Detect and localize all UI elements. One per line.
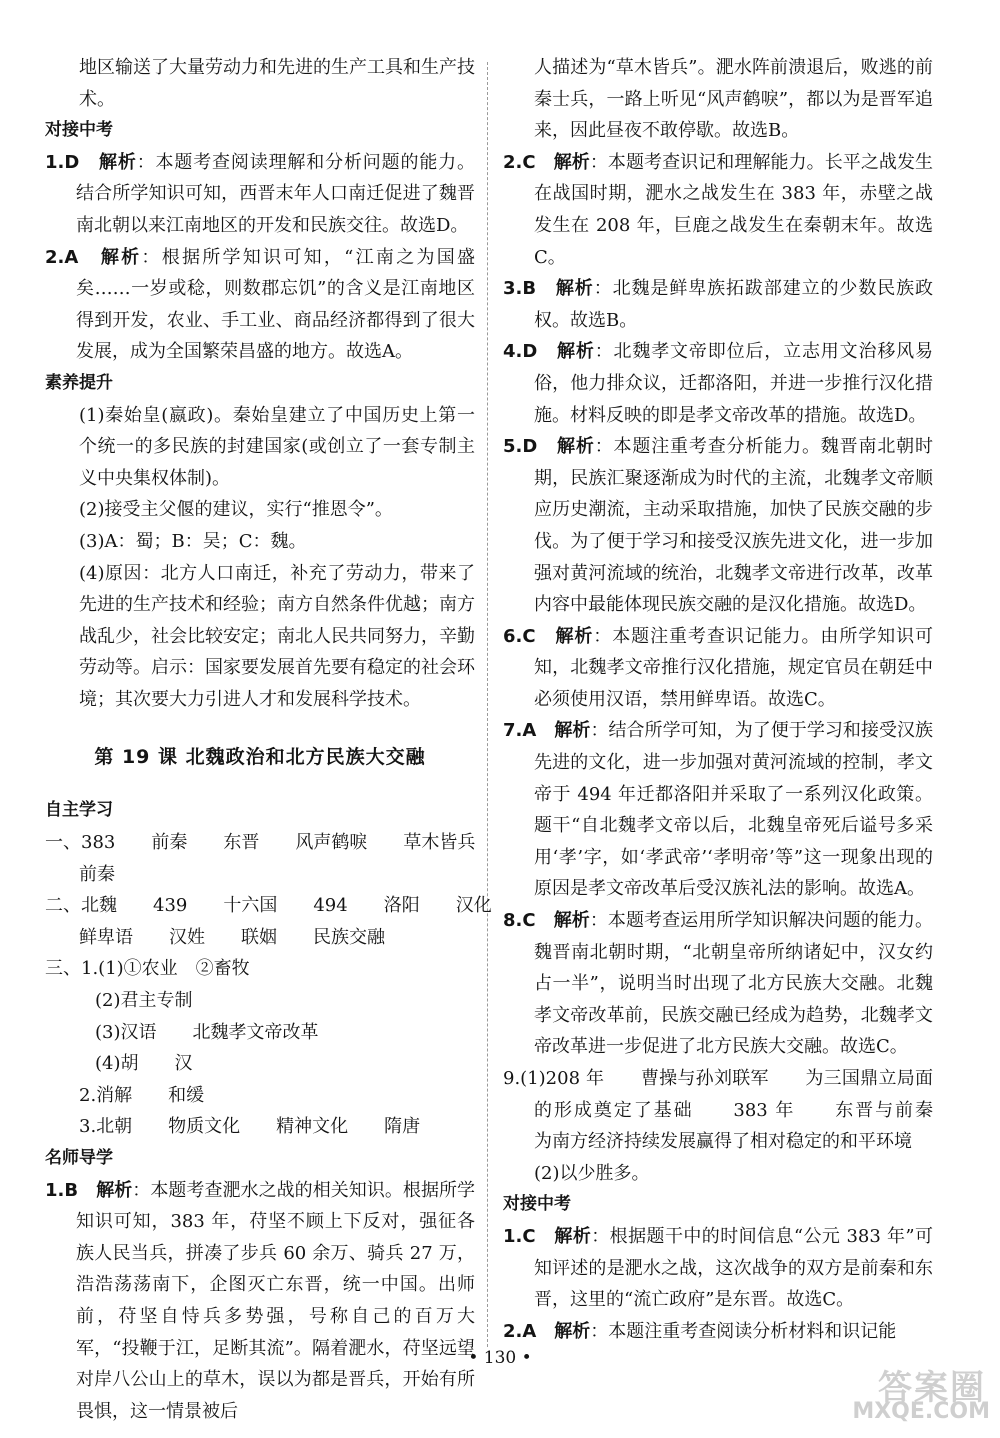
section-title-duijie: 对接中考: [45, 120, 113, 141]
analysis-label: 解析: [553, 910, 590, 932]
section-title-duijie-right: 对接中考: [503, 1194, 571, 1215]
answer-number: 5.D: [503, 436, 538, 458]
analysis-label: 解析: [553, 151, 590, 173]
answer-number: 1.C: [503, 1225, 536, 1247]
answer-number: 1.D: [45, 151, 80, 173]
self-study-row: (4)胡 汉: [95, 1053, 193, 1075]
answer-text: (2)接受主父偃的建议，实行“推恩令”。: [79, 499, 393, 521]
analysis-label: 解析: [557, 341, 595, 363]
answer-item: [503, 147, 933, 273]
left-column: [45, 52, 492, 1427]
answer-text: ：本题考查运用所学知识解决问题的能力。魏晋南北朝时期，“北朝皇帝所纳诸妃中，汉女约占一半”，说明当时出现了北方民族大交融。北魏孝文帝改革前，民族交融已经成为趋势，北魏孝文帝改革进一步促进了北方民族大交融。故选C。: [534, 910, 934, 1058]
answer-number: 2.A: [503, 1320, 537, 1342]
answer-text: ：本题注重考查识记能力。由所学知识可知，北魏孝文帝推行汉化措施，规定官员在朝廷中必须使用汉语，禁用鲜卑语。故选C。: [534, 625, 934, 710]
self-study-row: (2)君主专制: [95, 990, 193, 1012]
answer-text: ：北魏是鲜卑族拓跋部建立的少数民族政权。故选B。: [534, 278, 934, 331]
answer-number: 7.A: [503, 720, 537, 742]
analysis-label: 解析: [96, 1179, 133, 1201]
self-study-row: (3)汉语 北魏孝文帝改革: [95, 1021, 319, 1043]
answer-number: 4.D: [503, 341, 538, 363]
answer-text: ：北魏孝文帝即位后，立志用文治移风易俗，他力排众议，迁都洛阳，并进一步推行汉化措施。材料反映的即是孝文帝改革的措施。故选D。: [534, 341, 934, 426]
analysis-label: 解析: [555, 625, 594, 647]
analysis-label: 解析: [99, 151, 137, 173]
self-study-row: 3.北朝 物质文化 精神文化 隋唐: [79, 1116, 421, 1138]
answer-number: 3.B: [503, 278, 537, 300]
watermark-text-cn: 答案圈: [878, 1368, 986, 1408]
analysis-label: 解析: [554, 1225, 592, 1247]
self-study-row: 二、北魏 439 十六国 494 洛阳 汉化: [45, 895, 492, 917]
answer-text: (4)原因：北方人口南迁，补充了劳动力，带来了先进的生产技术和经验；南方自然条件优越；南方战乱少，社会比较安定；南北人民共同努力，辛勤劳动等。启示：国家要发展首先要有稳定的社会环境；其次要大力引进人才和发展科学技术。: [79, 562, 475, 710]
answer-item: [45, 1175, 475, 1428]
answer-text: ：根据所学知识可知，“江南之为国盛矣……一岁或稔，则数郡忘饥”的含义是江南地区得到开发，农业、手工业、商品经济都得到了很大发展，成为全国繁荣昌盛的地方。故选A。: [76, 246, 476, 363]
answer-number: 2.A: [45, 246, 79, 268]
lesson-title: 第 19 课 北魏政治和北方民族大交融: [94, 746, 426, 769]
intro-text: 地区输送了大量劳动力和先进的生产工具和生产技术。: [79, 57, 475, 110]
self-study-row: 2.消解 和缓: [79, 1084, 205, 1106]
section-title-mingshi: 名师导学: [45, 1148, 113, 1168]
self-study-row: 前秦: [79, 863, 115, 885]
answer-item: [503, 715, 933, 905]
answer-item: [503, 1316, 933, 1348]
answer-text: ：根据题干中的时间信息“公元 383 年”可知评述的是淝水之战，这次战争的双方是前秦和东晋，这里的“流亡政府”是东晋。故选C。: [534, 1225, 934, 1311]
self-study-row: 一、383 前秦 东晋 风声鹤唳 草木皆兵: [45, 832, 476, 854]
section-title-zizhu: 自主学习: [45, 800, 113, 821]
answer-text: (3)A：蜀；B：吴；C：魏。: [79, 530, 307, 552]
answer-text: ：本题考查识记和理解能力。长平之战发生在战国时期，淝水之战发生在 383 年，赤壁之战发生在 208 年，巨鹿之战发生在秦朝末年。故选C。: [534, 151, 934, 268]
analysis-label: 解析: [557, 436, 595, 458]
analysis-label: 解析: [100, 246, 142, 268]
answer-item: [503, 431, 933, 621]
watermark-text-en: MXQE.COM: [852, 1399, 990, 1424]
answer-item: [503, 336, 933, 431]
answer-item-9-part1: 9.(1)208 年 曹操与孙刘联军 为三国鼎立局面的形成奠定了基础 383 年 东晋与前秦 为南方经济持续发展赢得了相对稳定的和平环境: [503, 1068, 969, 1153]
self-study-row: 三、1.(1)①农业 ②畜牧: [45, 958, 250, 980]
answer-number: 8.C: [503, 910, 536, 932]
answer-item: [45, 242, 475, 368]
answer-item: [503, 905, 933, 1063]
answer-item: [503, 621, 933, 716]
analysis-label: 解析: [554, 1320, 591, 1342]
answer-item: [45, 147, 475, 242]
answer-text: ：本题考查阅读理解和分析问题的能力。结合所学知识可知，西晋末年人口南迁促进了魏晋南北朝以来江南地区的开发和民族交往。故选D。: [76, 151, 476, 236]
answer-item: [503, 1221, 933, 1316]
section-title-suyang: 素养提升: [45, 372, 113, 393]
answer-text: ：结合所学可知，为了便于学习和接受汉族先进的文化，进一步加强对黄河流域的控制，孝文帝于 494 年迁都洛阳并采取了一系列汉化政策。题干“自北魏孝文帝以后，北魏皇帝死后谥号多采用‘孝’字，如‘孝武帝’‘孝明帝’等”这一现象出现的原因是孝文帝改革后受汉族礼法的影响。故选A。: [534, 720, 934, 900]
answer-item-9-part2: (2)以少胜多。: [534, 1162, 650, 1184]
column-divider: [487, 62, 488, 1347]
answer-number: 2.C: [503, 151, 536, 173]
answer-text: ：本题考查淝水之战的相关知识。根据所学知识可知，383 年，苻坚不顾上下反对，强征各族人民当兵，拼凑了步兵 60 余万、骑兵 27 万，浩浩荡荡南下，企图灭亡东晋，统一中国。出师前，苻坚自恃兵多势强，号称自己的百万大军，“投鞭于江，足断其流”。隔着淝水，苻坚远望对岸八公山上的草木，误以为都是晋兵，开始有所畏惧，这一情景被后: [76, 1179, 476, 1422]
page-number: • 130 •: [468, 1348, 532, 1368]
answer-text: ：本题注重考查阅读分析材料和识记能: [590, 1320, 897, 1342]
answer-number: 6.C: [503, 625, 536, 647]
answer-item: [503, 273, 933, 336]
answer-text: ：本题注重考查分析能力。魏晋南北朝时期，民族汇聚逐渐成为时代的主流，北魏孝文帝顺应历史潮流，主动采取措施，加快了民族交融的步伐。为了便于学习和接受汉族先进文化，进一步加强对黄河流域的统治，北魏孝文帝进行改革，改革内容中最能体现民族交融的是汉化措施。故选D。: [534, 436, 934, 616]
self-study-row: 鲜卑语 汉姓 联姻 民族交融: [79, 926, 385, 948]
analysis-label: 解析: [555, 278, 594, 300]
answer-text: (1)秦始皇(嬴政)。秦始皇建立了中国历史上第一个统一的多民族的封建国家(或创立了一套专制主义中央集权体制)。: [79, 404, 475, 489]
continued-text: 人描述为“草木皆兵”。淝水阵前溃退后，败逃的前秦士兵，一路上听见“风声鹤唳”，都以为是晋军追来，因此昼夜不敢停歇。故选B。: [534, 57, 933, 142]
right-column: [503, 52, 969, 1347]
analysis-label: 解析: [554, 720, 591, 742]
answer-number: 1.B: [45, 1179, 79, 1201]
watermark-logo: [820, 1360, 990, 1424]
